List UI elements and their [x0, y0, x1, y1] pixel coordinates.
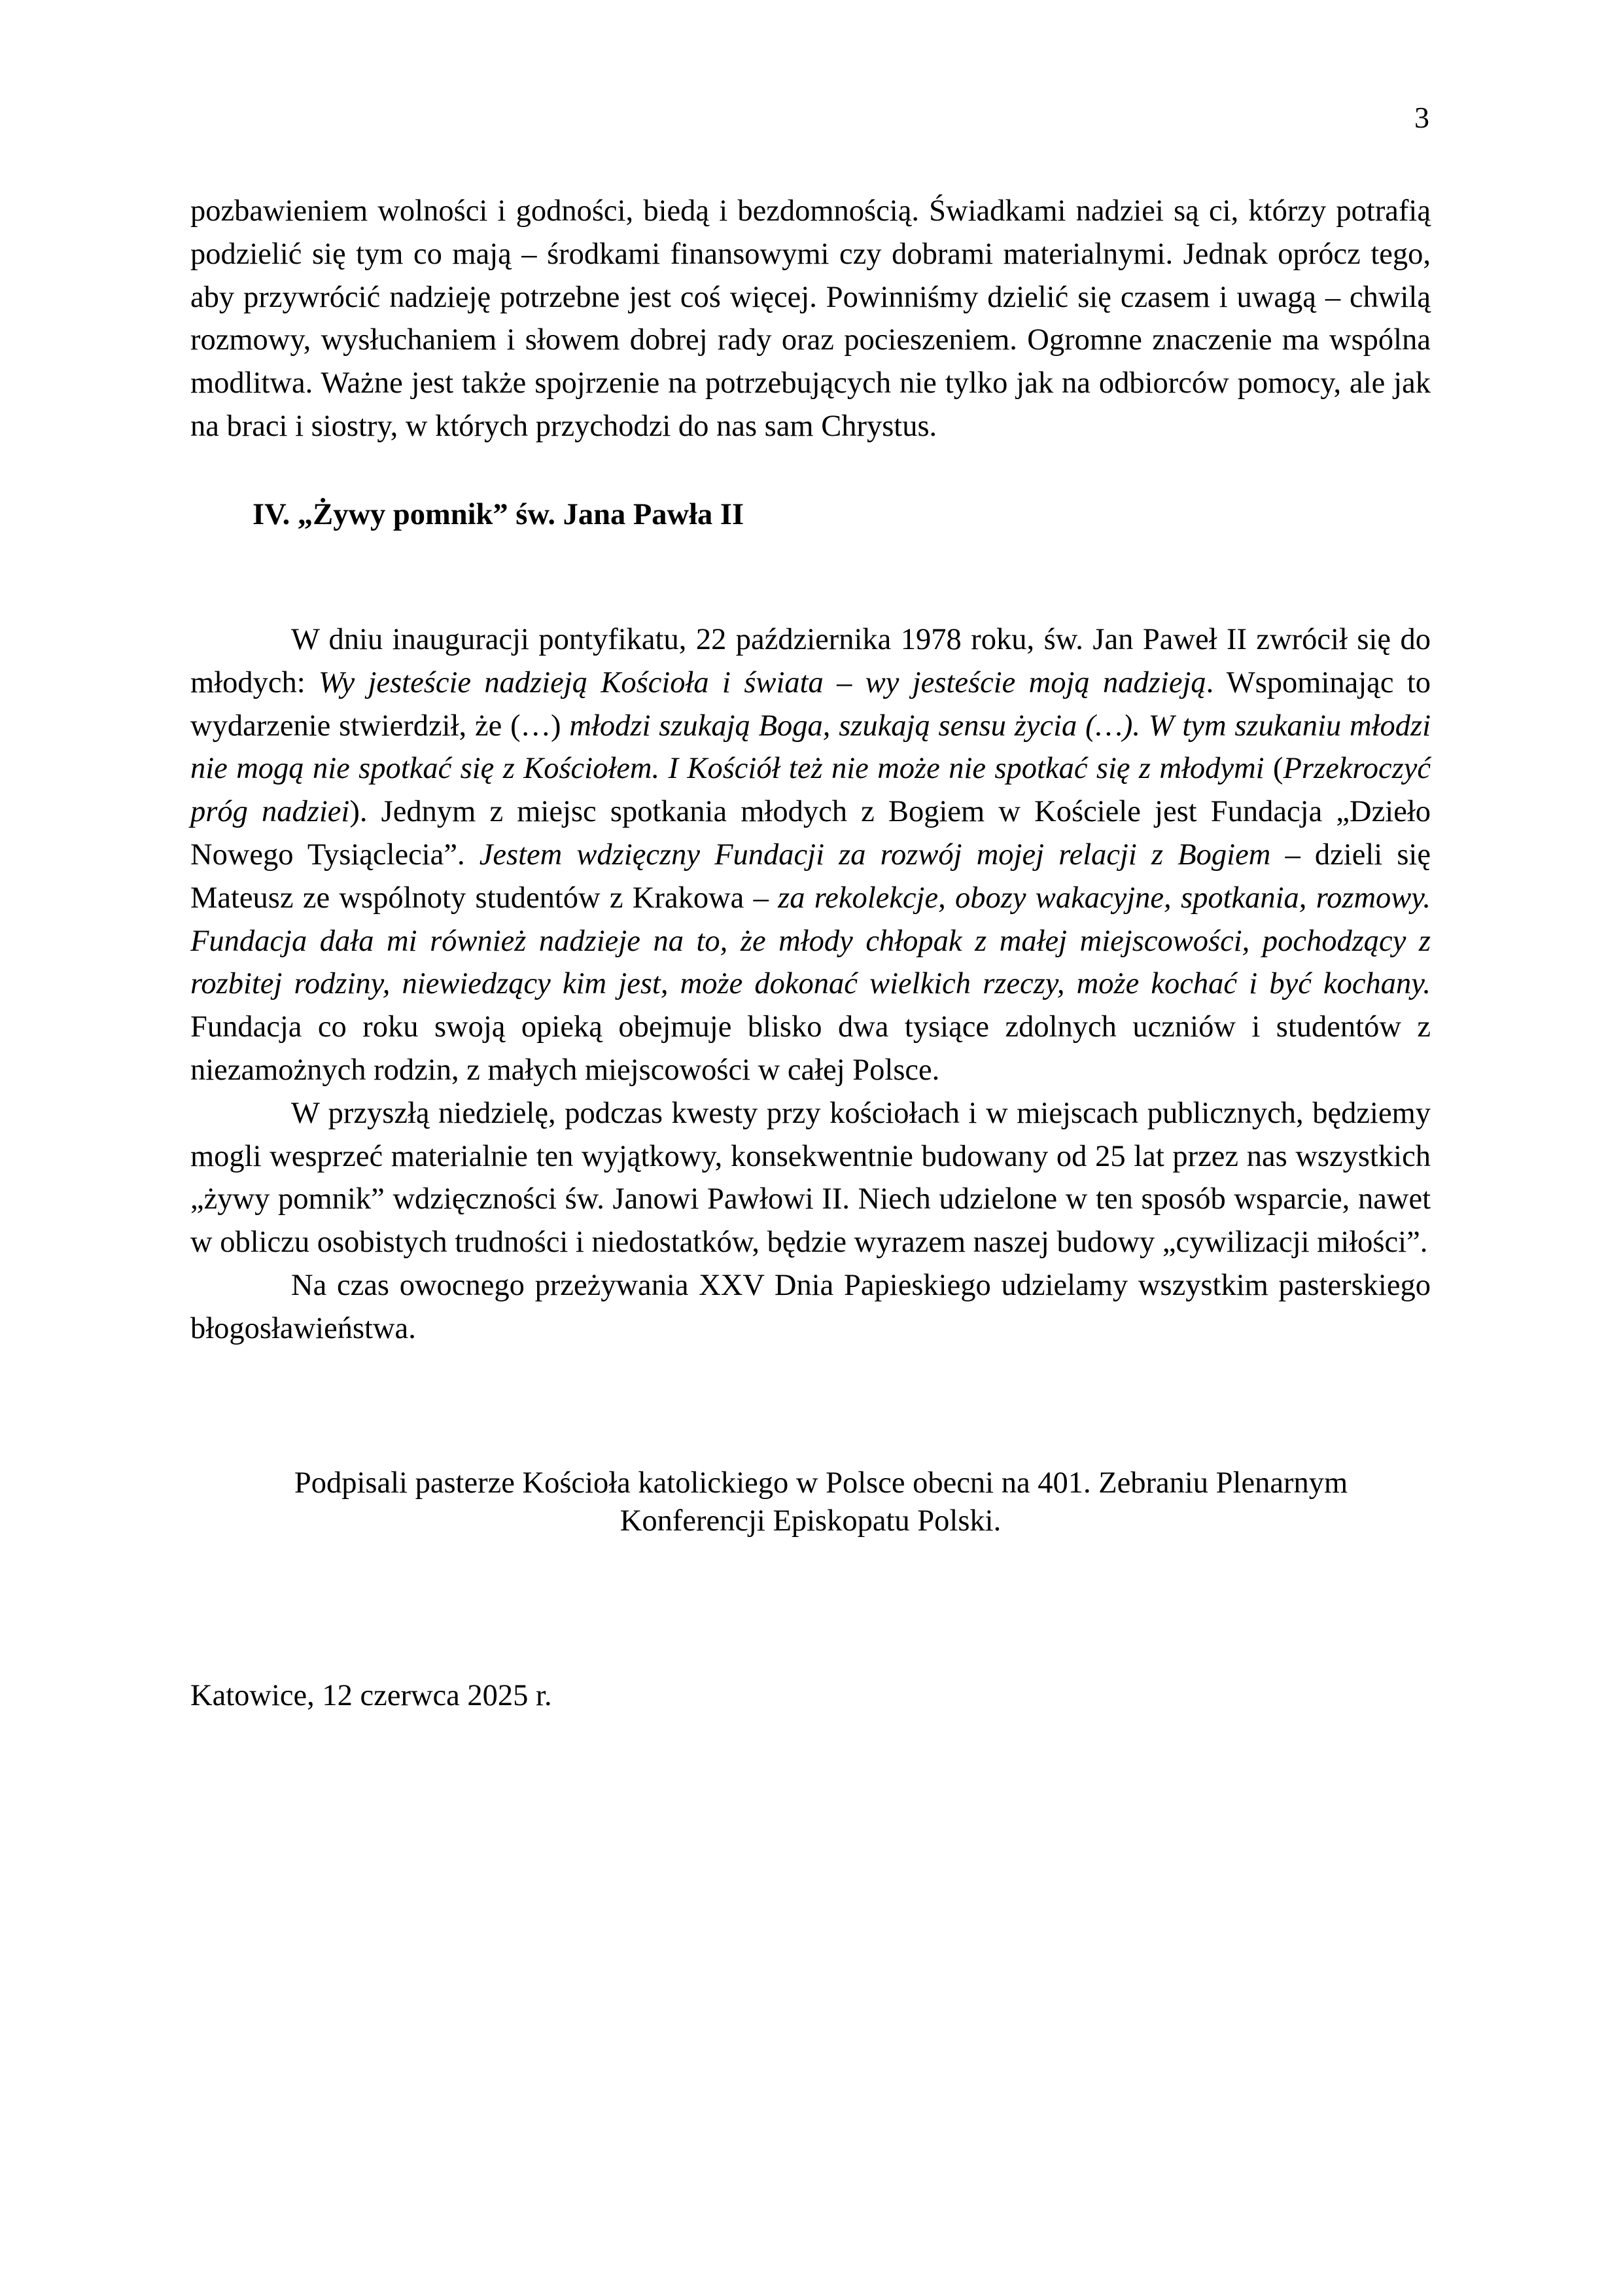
text-run: ). Jednym z miejsc spotkania młodych z Bogiem w Kościele jest Fundacja „Dzieło Nowego Tysiąclecia”.: [190, 795, 1431, 872]
text-run: (: [1264, 752, 1283, 786]
section-paragraph-1: [190, 618, 1431, 1092]
quote-italic: młodzi szukają Boga, szukają sensu życia (…). W tym szukaniu młodzi nie mogą nie spotkać się z Kościołem. I Kościół też nie może nie spotkać się z młodymi: [190, 709, 1431, 786]
book-title-italic: Przekroczyć próg nadziei: [190, 752, 1431, 829]
text-run: – dzieli się Mateusz ze wspólnoty studentów z Krakowa –: [190, 838, 1431, 915]
page-number: 3: [1414, 101, 1429, 134]
quote-italic: Wy jesteście nadzieją Kościoła i świata – wy jesteście moją nadzieją: [319, 665, 1206, 699]
section-body: [190, 618, 1431, 1351]
section-heading: IV. „Żywy pomnik” św. Jana Pawła II: [253, 498, 744, 531]
intro-paragraph-text: pozbawieniem wolności i godności, biedą i bezdomnością. Świadkami nadziei są ci, którzy potrafią podzielić się tym co mają – środkami finansowymi czy dobrami materialnymi. Jednak oprócz tego, aby przywrócić nadzieję potrzebne jest coś więcej. Powinniśmy dzielić się czasem i uwagą – chwilą rozmowy, wysłuchaniem i słowem dobrej rady oraz pocieszeniem. Ogromne znaczenie ma wspólna modlitwa. Ważne jest także spojrzenie na potrzebujących nie tylko jak na odbiorców pomocy, ale jak na braci i siostry, w których przychodzi do nas sam Chrystus.: [190, 194, 1431, 443]
section-paragraph-2: W przyszłą niedzielę, podczas kwesty przy kościołach i w miejscach publicznych, będziemy mogli wesprzeć materialnie ten wyjątkowy, konsekwentnie budowany od 25 lat przez nas wszystkich „żywy pomnik” wdzięczności św. Janowi Pawłowi II. Niech udzielone w ten sposób wsparcie, nawet w obliczu osobistych trudności i niedostatków, będzie wyrazem naszej budowy „cywilizacji miłości”.: [190, 1096, 1431, 1260]
signature-line-1: Podpisali pasterze Kościoła katolickiego w Polsce obecni na 401. Zebraniu Plenarnym: [294, 1466, 1348, 1500]
quote-italic: za rekolekcje, obozy wakacyjne, spotkania, rozmowy. Fundacja dała mi również nadzieje na to, że młody chłopak z małej miejscowości, pochodzący z rozbitej rodziny, niewiedzący kim jest, może dokonać wielkich rzeczy, może kochać i być kochany.: [190, 881, 1431, 1001]
intro-paragraph: [190, 190, 1431, 448]
text-run: . Wspominając to wydarzenie stwierdził, że (…): [190, 665, 1431, 743]
quote-italic: Jestem wdzięczny Fundacji za rozwój mojej relacji z Bogiem: [479, 838, 1271, 872]
signature-block: [190, 1464, 1431, 1540]
section-paragraph-3: Na czas owocnego przeżywania XXV Dnia Papieskiego udzielamy wszystkim pasterskiego błogosławieństwa.: [190, 1268, 1431, 1345]
place-and-date: Katowice, 12 czerwca 2025 r.: [190, 1679, 552, 1712]
text-run: W dniu inauguracji pontyfikatu, 22 października 1978 roku, św. Jan Paweł II zwrócił się do młodych:: [190, 623, 1431, 699]
text-run: Fundacja co roku swoją opieką obejmuje blisko dwa tysiące zdolnych uczniów i studentów z niezamożnych rodzin, z małych miejscowości w całej Polsce.: [190, 1010, 1431, 1087]
signature-line-2: Konferencji Episkopatu Polski.: [620, 1504, 1002, 1538]
